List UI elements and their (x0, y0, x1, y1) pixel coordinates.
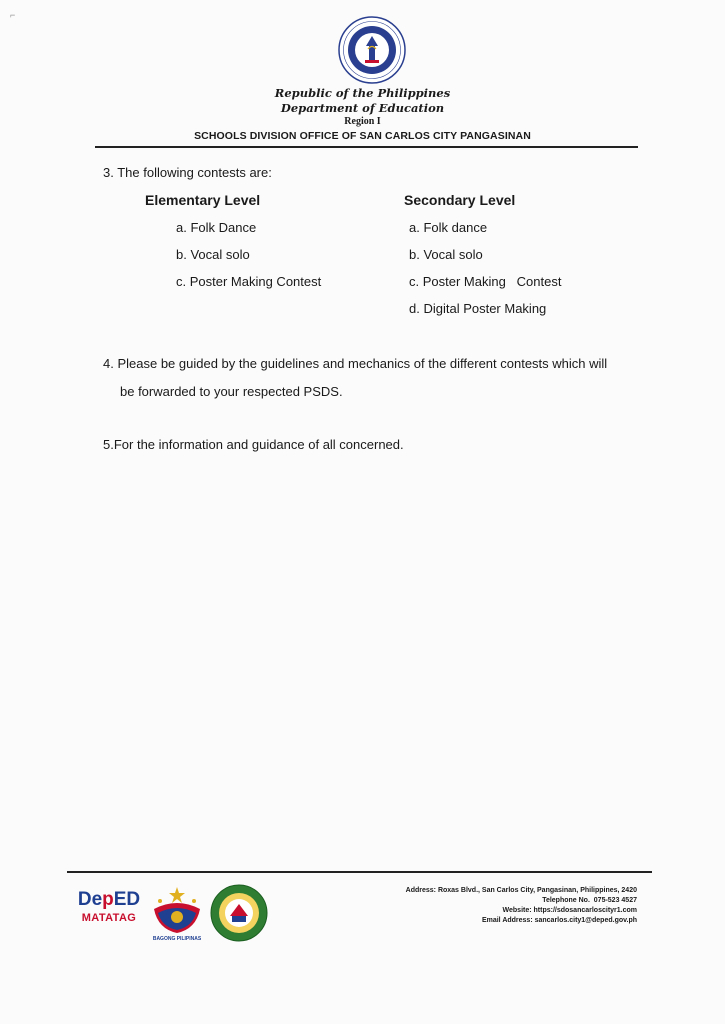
elementary-item: a. Folk Dance (176, 220, 257, 235)
department-line: Department of Education (280, 101, 445, 115)
secondary-item: b. Vocal solo (409, 247, 483, 262)
item-5: 5.For the information and guidance of all concerned. (103, 437, 404, 452)
elementary-item: b. Vocal solo (176, 247, 250, 262)
elementary-item: c. Poster Making Contest (176, 274, 322, 289)
division-line: SCHOOLS DIVISION OFFICE OF SAN CARLOS CITY PANGASINAN (194, 130, 531, 142)
website-line[interactable]: Website: https://sdosancarloscityr1.com (502, 907, 637, 914)
elementary-heading: Elementary Level (145, 192, 261, 208)
corner-mark: ⌐ (10, 10, 16, 20)
secondary-heading: Secondary Level (404, 192, 516, 208)
footer-divider (67, 871, 652, 873)
region-line: Region I (344, 116, 381, 127)
bagong-pilipinas-logo (148, 883, 206, 943)
bagong-pilipinas-text: BAGONG PILIPINAS (152, 936, 202, 942)
address-line: Address: Roxas Blvd., San Carlos City, Pangasinan, Philippines, 2420 (405, 887, 637, 894)
email-line[interactable]: Email Address: sancarlos.city1@deped.gov.ph (481, 917, 637, 924)
bagong-pilipinas-icon (148, 883, 206, 935)
item-4-line-2: be forwarded to your respected PSDS. (120, 384, 343, 399)
secondary-item: a. Folk dance (409, 220, 488, 235)
secondary-item: d. Digital Poster Making (409, 301, 547, 316)
republic-line: Republic of the Philippines (274, 86, 451, 100)
secondary-item: c. Poster Making Contest (409, 274, 562, 289)
item-3: 3. The following contests are: (103, 165, 272, 180)
deped-matatag-logo (70, 889, 148, 937)
deped-logo-text: DepED (77, 889, 141, 910)
telephone-line: Telephone No. 075-523 4527 (542, 897, 637, 904)
item-4-line-1: 4. Please be guided by the guidelines and mechanics of the different contests which will (103, 356, 608, 371)
deped-seal-icon (338, 16, 406, 84)
matatag-text: MATATAG (81, 912, 137, 924)
sdo-seal-icon (210, 884, 268, 942)
header-divider (95, 146, 638, 148)
